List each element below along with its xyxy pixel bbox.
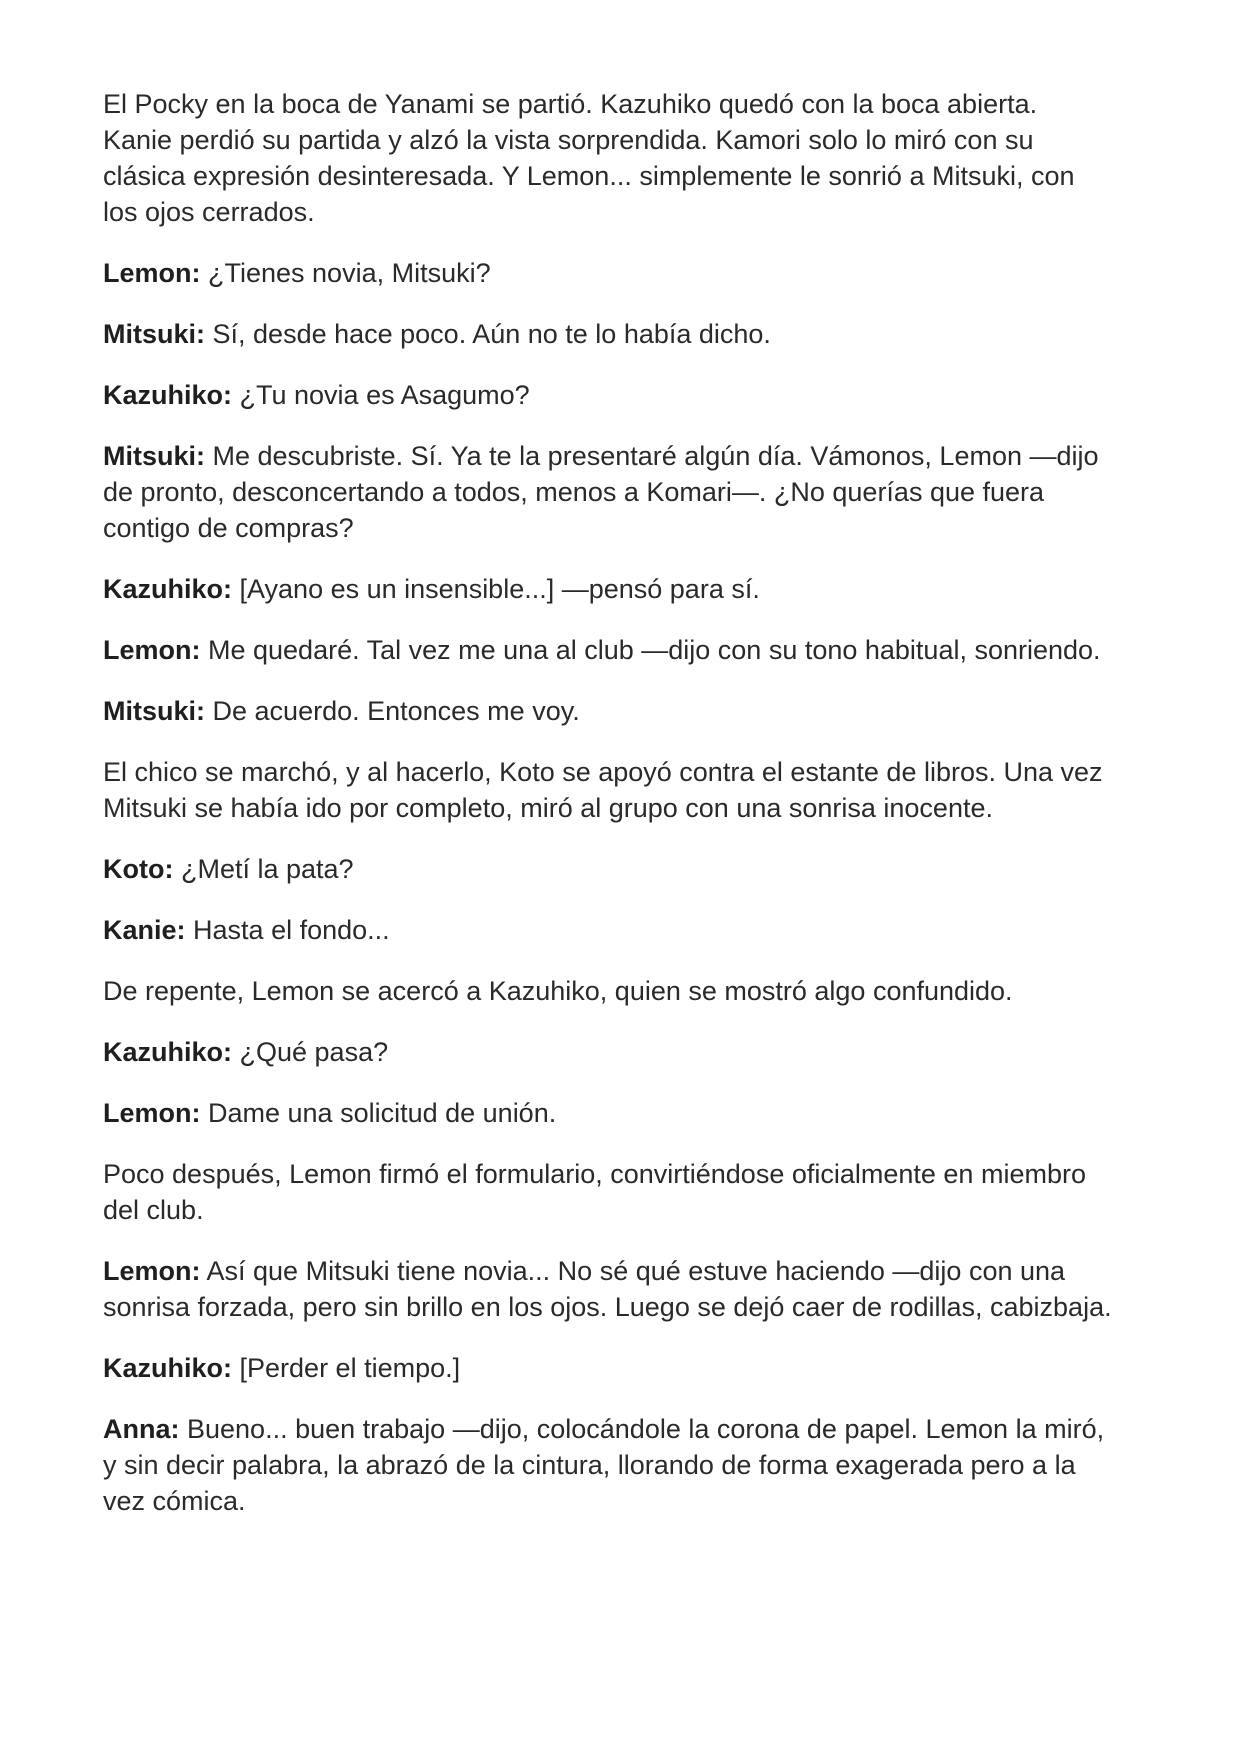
speaker-name: Kazuhiko:: [103, 380, 233, 410]
narration-text: Poco después, Lemon firmó el formulario, convirtiéndose oficialmente en miembro del club.: [103, 1159, 1086, 1225]
speaker-name: Lemon:: [103, 1098, 201, 1128]
narration-text: El Pocky en la boca de Yanami se partió. Kazuhiko quedó con la boca abierta. Kanie perdió su partida y alzó la vista sorprendida. Kamori solo lo miró con su clásica expresión desinteresada. Y Lemon... simplemente le sonrió a Mitsuki, con los ojos cerrados.: [103, 89, 1075, 227]
dialogue-paragraph: [103, 1411, 1113, 1519]
dialogue-text: ¿Tienes novia, Mitsuki?: [200, 258, 491, 288]
dialogue-text: ¿Qué pasa?: [232, 1037, 389, 1067]
dialogue-paragraph: [103, 255, 1113, 291]
dialogue-paragraph: [103, 571, 1113, 607]
narration-paragraph: [103, 973, 1113, 1009]
dialogue-text: De acuerdo. Entonces me voy.: [205, 696, 580, 726]
narration-text: El chico se marchó, y al hacerlo, Koto se apoyó contra el estante de libros. Una vez Mitsuki se había ido por completo, miró al grupo con una sonrisa inocente.: [103, 757, 1103, 823]
dialogue-paragraph: [103, 851, 1113, 887]
speaker-name: Mitsuki:: [103, 696, 206, 726]
dialogue-paragraph: [103, 438, 1113, 546]
document-page: [103, 86, 1113, 1544]
speaker-name: Kazuhiko:: [103, 1037, 233, 1067]
dialogue-paragraph: [103, 316, 1113, 352]
dialogue-paragraph: [103, 1095, 1113, 1131]
dialogue-text: Así que Mitsuki tiene novia... No sé qué estuve haciendo —dijo con una sonrisa forzada, pero sin brillo en los ojos. Luego se dejó caer de rodillas, cabizbaja.: [103, 1256, 1112, 1322]
speaker-name: Kazuhiko:: [103, 1353, 233, 1383]
speaker-name: Anna:: [103, 1414, 180, 1444]
dialogue-text: Me quedaré. Tal vez me una al club —dijo con su tono habitual, sonriendo.: [200, 635, 1101, 665]
dialogue-paragraph: [103, 912, 1113, 948]
dialogue-text: [Perder el tiempo.]: [232, 1353, 461, 1383]
dialogue-text: Me descubriste. Sí. Ya te la presentaré algún día. Vámonos, Lemon —dijo de pronto, desconcertando a todos, menos a Komari—. ¿No querías que fuera contigo de compras?: [103, 441, 1099, 543]
speaker-name: Lemon:: [103, 258, 201, 288]
dialogue-paragraph: [103, 1350, 1113, 1386]
speaker-name: Mitsuki:: [103, 319, 206, 349]
dialogue-text: ¿Tu novia es Asagumo?: [232, 380, 530, 410]
narration-paragraph: [103, 86, 1113, 230]
dialogue-text: Dame una solicitud de unión.: [200, 1098, 557, 1128]
speaker-name: Lemon:: [103, 1256, 201, 1286]
speaker-name: Kanie:: [103, 915, 186, 945]
dialogue-text: Hasta el fondo...: [185, 915, 390, 945]
speaker-name: Kazuhiko:: [103, 574, 233, 604]
dialogue-text: Bueno... buen trabajo —dijo, colocándole la corona de papel. Lemon la miró, y sin decir palabra, la abrazó de la cintura, llorando de forma exagerada pero a la vez cómica.: [103, 1414, 1105, 1516]
dialogue-text: [Ayano es un insensible...] —pensó para sí.: [232, 574, 760, 604]
narration-paragraph: [103, 1156, 1113, 1228]
speaker-name: Koto:: [103, 854, 174, 884]
dialogue-paragraph: [103, 377, 1113, 413]
dialogue-paragraph: [103, 693, 1113, 729]
speaker-name: Lemon:: [103, 635, 201, 665]
dialogue-paragraph: [103, 1034, 1113, 1070]
dialogue-paragraph: [103, 632, 1113, 668]
speaker-name: Mitsuki:: [103, 441, 206, 471]
narration-paragraph: [103, 754, 1113, 826]
dialogue-paragraph: [103, 1253, 1113, 1325]
narration-text: De repente, Lemon se acercó a Kazuhiko, quien se mostró algo confundido.: [103, 976, 1013, 1006]
dialogue-text: ¿Metí la pata?: [173, 854, 354, 884]
dialogue-text: Sí, desde hace poco. Aún no te lo había dicho.: [205, 319, 771, 349]
